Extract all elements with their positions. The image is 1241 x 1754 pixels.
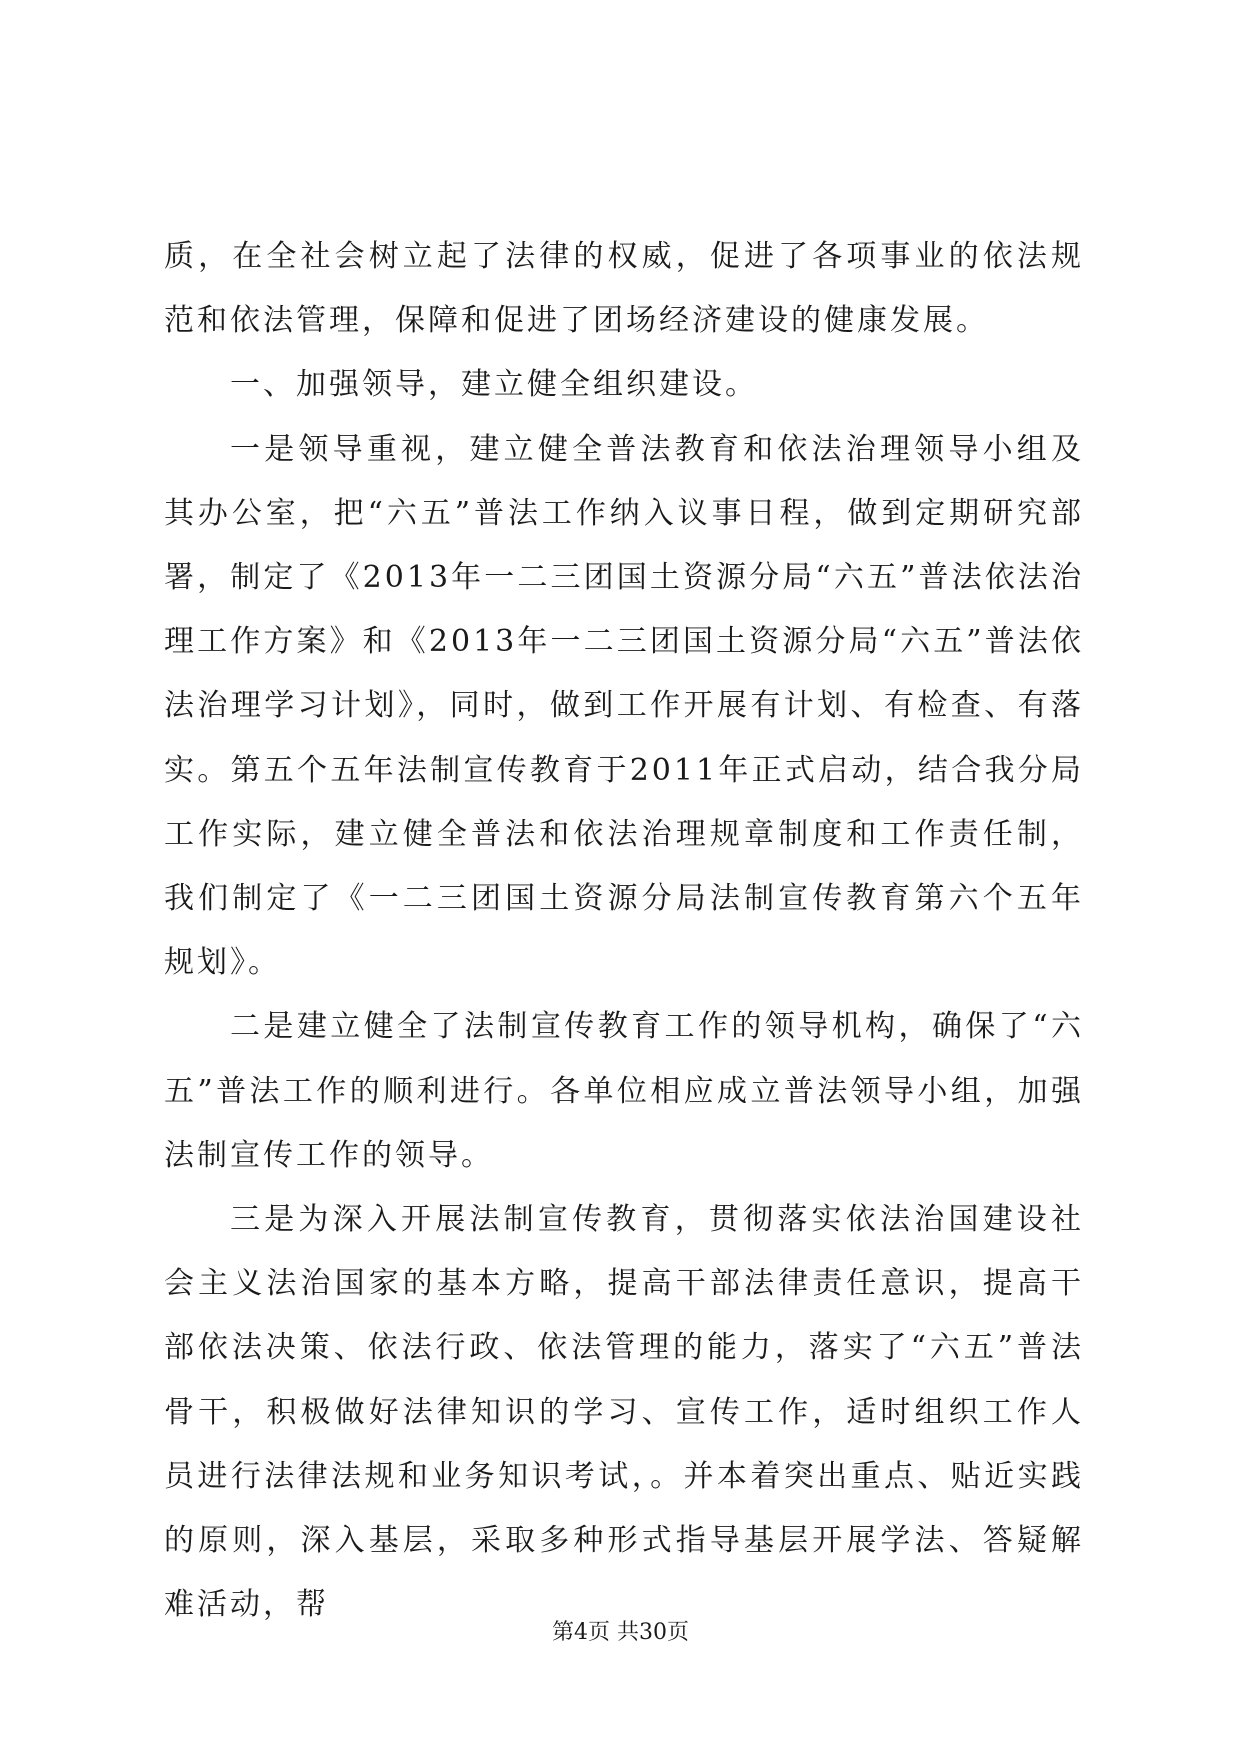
paragraph-point-two: 二是建立健全了法制宣传教育工作的领导机构，确保了“六五”普法工作的顺利进行。各单位相应成立普法领导小组，加强法制宣传工作的领导。	[164, 1009, 1084, 1173]
paragraph-point-three: 三是为深入开展法制宣传教育，贯彻落实依法治国建设社会主义法治国家的基本方略，提高干部法律责任意识，提高干部依法决策、依法行政、依法管理的能力，落实了“六五”普法骨干，积极做好法律知识的学习、宣传工作，适时组织工作人员进行法律法规和业务知识考试，。并本着突出重点、贴近实践的原则，深入基层，采取多种形式指导基层开展学法、答疑解难活动，帮	[164, 1202, 1084, 1623]
body-text	[164, 225, 1084, 1637]
section-heading: 一、加强领导，建立健全组织建设。	[230, 367, 758, 403]
page-number-footer: 第4页 共30页	[552, 1620, 689, 1645]
paragraph-point-one: 一是领导重视，建立健全普法教育和依法治理领导小组及其办公室，把“六五”普法工作纳入议事日程，做到定期研究部署，制定了《2013年一二三团国土资源分局“六五”普法依法治理工作方案》和《2013年一二三团国土资源分局“六五”普法依法治理学习计划》，同时，做到工作开展有计划、有检查、有落实。第五个五年法制宣传教育于2011年正式启动，结合我分局工作实际，建立健全普法和依法治理规章制度和工作责任制，我们制定了《一二三团国土资源分局法制宣传教育第六个五年规划》。	[164, 431, 1084, 981]
paragraph-continuation: 质，在全社会树立起了法律的权威，促进了各项事业的依法规范和依法管理，保障和促进了团场经济建设的健康发展。	[164, 239, 1084, 339]
